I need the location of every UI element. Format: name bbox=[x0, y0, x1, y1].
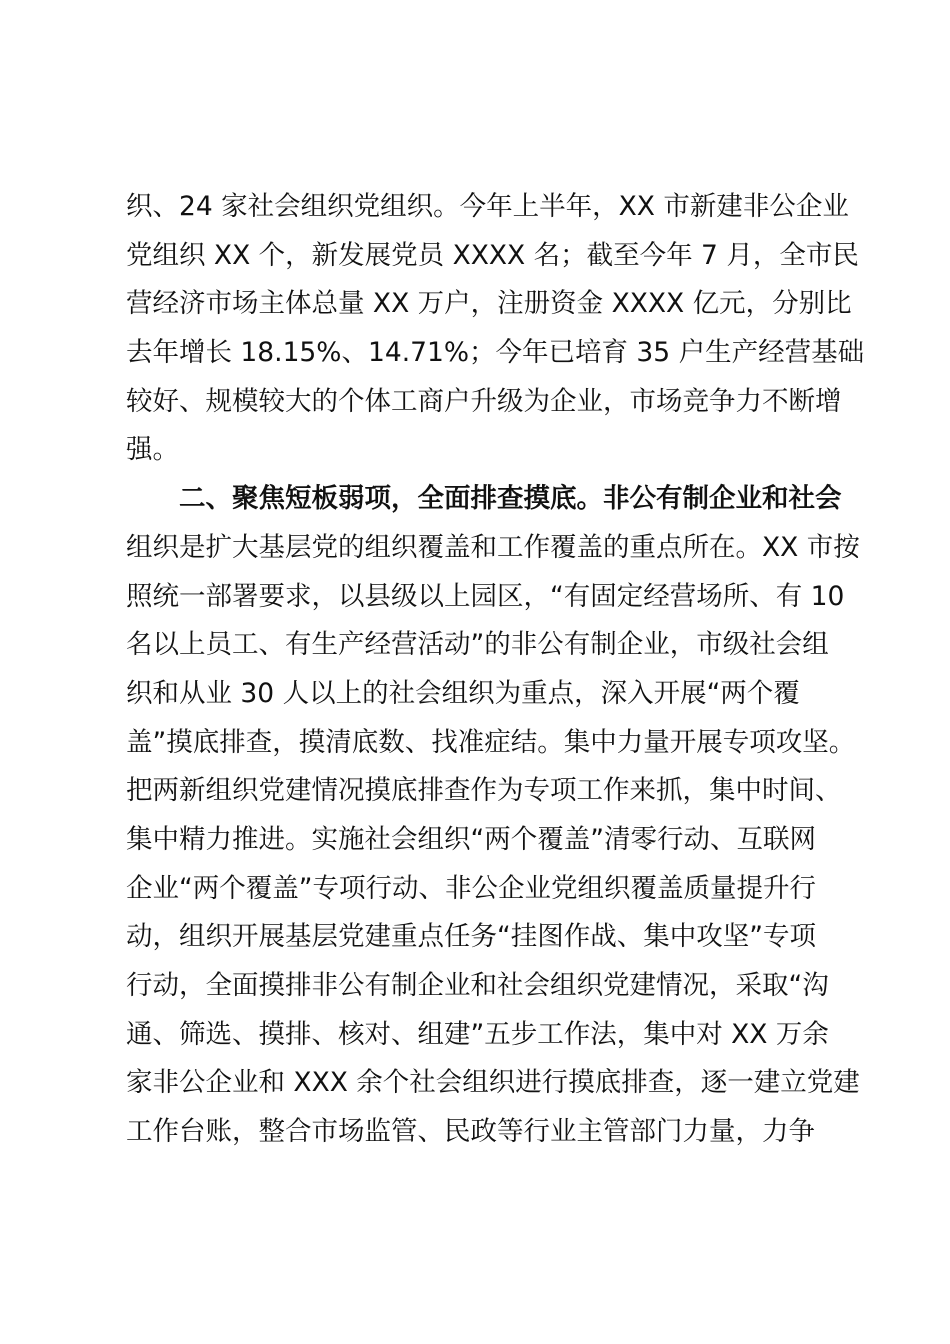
text-line: 组织是扩大基层党的组织覆盖和工作覆盖的重点所在。XX 市按 bbox=[126, 531, 860, 563]
section-heading-line: 二、聚焦短板弱项，全面排查摸底。非公有制企业和社会 bbox=[126, 483, 842, 515]
text-line: 照统一部署要求，以县级以上园区，“有固定经营场所、有 10 bbox=[126, 580, 845, 612]
text-line: 盖”摸底排查，摸清底数、找准症结。集中力量开展专项攻坚。 bbox=[126, 726, 856, 758]
text-line: 家非公企业和 XXX 余个社会组织进行摸底排查，逐一建立党建 bbox=[126, 1067, 860, 1099]
text-line: 较好、规模较大的个体工商户升级为企业，市场竞争力不断增 bbox=[126, 385, 842, 417]
text-line: 动，组织开展基层党建重点任务“挂图作战、集中攻坚”专项 bbox=[126, 921, 816, 953]
text-line: 工作台账，整合市场监管、民政等行业主管部门力量，力争 bbox=[126, 1116, 815, 1148]
text-line: 营经济市场主体总量 XX 万户，注册资金 XXXX 亿元，分别比 bbox=[126, 288, 852, 320]
text-line: 集中精力推进。实施社会组织“两个覆盖”清零行动、互联网 bbox=[126, 823, 816, 855]
body-text bbox=[126, 183, 865, 1157]
text-line: 党组织 XX 个，新发展党员 XXXX 名；截至今年 7 月，全市民 bbox=[126, 239, 859, 271]
text-line: 织和从业 30 人以上的社会组织为重点，深入开展“两个覆 bbox=[126, 677, 800, 709]
text-line: 通、筛选、摸排、核对、组建”五步工作法，集中对 XX 万余 bbox=[126, 1018, 829, 1050]
text-line: 强。 bbox=[126, 434, 179, 466]
text-line: 去年增长 18.15%、14.71%；今年已培育 35 户生产经营基础 bbox=[126, 337, 865, 369]
text-line: 织、24 家社会组织党组织。今年上半年，XX 市新建非公企业 bbox=[126, 191, 849, 222]
text-line: 行动，全面摸排非公有制企业和社会组织党建情况，采取“沟 bbox=[126, 970, 829, 1001]
text-line: 名以上员工、有生产经营活动”的非公有制企业，市级社会组 bbox=[126, 629, 829, 661]
text-line: 企业“两个覆盖”专项行动、非公企业党组织覆盖质量提升行 bbox=[126, 872, 816, 904]
text-line: 把两新组织党建情况摸底排查作为专项工作来抓，集中时间、 bbox=[126, 775, 842, 807]
